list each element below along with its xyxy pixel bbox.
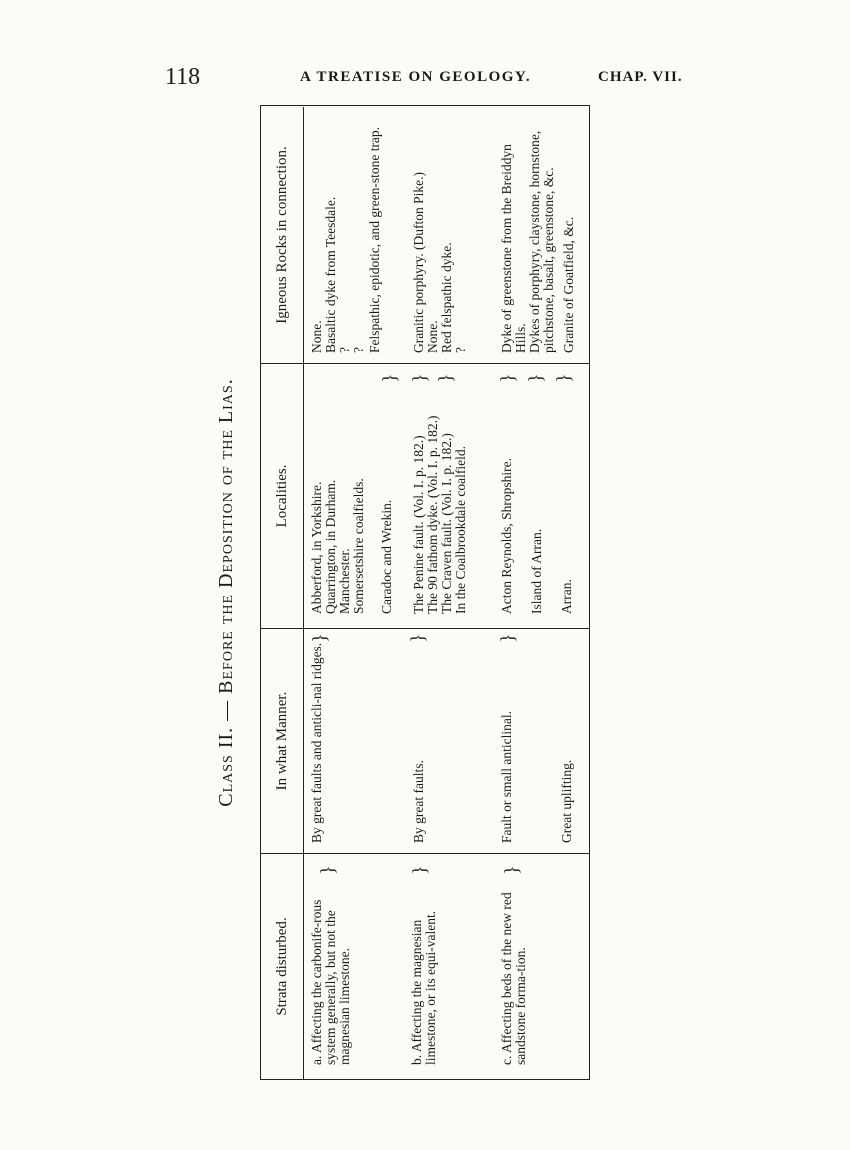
strata-cells — [304, 854, 589, 1079]
igneous-item: Basaltic dyke from Teesdale. — [323, 196, 338, 353]
brace-icon: } — [407, 633, 429, 643]
igneous-item: None. — [425, 320, 440, 353]
strata-row-b: b. Affecting the magnesian limestone, or its equi-valent. — [409, 910, 438, 1065]
igneous-item: ? — [337, 347, 352, 353]
locality-item: In the Coalbrookdale coalfield. — [453, 446, 468, 614]
brace-icon: } — [379, 373, 401, 383]
brace-icon: } — [525, 373, 547, 383]
column-manner — [261, 629, 589, 854]
brace-icon: } — [317, 865, 339, 875]
brace-icon: } — [553, 373, 575, 383]
column-header-manner: In what Manner. — [261, 629, 304, 853]
column-strata — [261, 854, 589, 1079]
brace-icon: } — [501, 865, 523, 875]
rotated-table-container — [215, 105, 590, 1080]
igneous-item: Red felspathic dyke. — [439, 242, 454, 353]
locality-item: Arran. — [559, 579, 574, 614]
igneous-cells — [304, 107, 589, 363]
manner-row-b: By great faults. — [411, 760, 426, 843]
column-header-igneous: Igneous Rocks in connection. — [261, 107, 304, 363]
manner-cells — [304, 629, 589, 853]
locality-item: Caradoc and Wrekin. — [379, 499, 394, 614]
brace-icon: } — [497, 633, 519, 643]
igneous-item: Dyke of greenstone from the Breiddyn Hills. — [499, 144, 528, 353]
manner-row-c2: Great uplifting. — [559, 759, 574, 843]
igneous-item: Granite of Goatfield, &c. — [561, 216, 576, 353]
manner-row-a: By great faults and anticli-nal ridges. — [309, 642, 324, 843]
igneous-item: Granitic porphyry. (Dufton Pike.) — [411, 172, 426, 353]
locality-item: Acton Reynolds, Shropshire. — [499, 458, 514, 614]
table-caption: Class II. — Before the Deposition of the Lias. — [215, 378, 237, 807]
rotated-table — [215, 105, 590, 1080]
locality-item: The 90 fathom dyke. (Vol. I. p. 182.) — [425, 415, 440, 614]
classification-table — [260, 105, 590, 1080]
brace-icon: } — [497, 373, 519, 383]
brace-icon: } — [309, 633, 331, 643]
column-localities — [261, 364, 589, 629]
locality-item: Manchester. — [337, 548, 352, 614]
strata-row-c: c. Affecting beds of the new red sandstone forma-tion. — [499, 892, 528, 1065]
localities-cells — [304, 364, 589, 628]
chapter-reference: CHAP. VII. — [598, 69, 683, 85]
igneous-item: Dykes of porphyry, claystone, hornstone, pitchstone, basalt, greenstone, &c. — [527, 130, 556, 353]
column-header-strata: Strata disturbed. — [261, 854, 304, 1079]
igneous-item: ? — [351, 347, 366, 353]
brace-icon: } — [409, 865, 431, 875]
locality-item: Quarrington, in Durham. — [323, 479, 338, 614]
igneous-item: None. — [309, 320, 324, 353]
igneous-item: ? — [453, 347, 468, 353]
locality-item: Abberford, in Yorkshire. — [309, 481, 324, 614]
locality-item: Somersetshire coalfields. — [351, 478, 366, 614]
strata-row-a: a. Affecting the carbonife-rous system generally, but not the magnesian limestone. — [309, 899, 352, 1065]
page-number: 118 — [165, 64, 201, 90]
igneous-item: Felspathic, epidotic, and green-stone trap. — [367, 126, 382, 353]
locality-item: Island of Arran. — [529, 528, 544, 614]
locality-item: The Penine fault. (Vol. I. p. 182.) — [411, 435, 426, 614]
running-head — [0, 64, 850, 94]
brace-icon: } — [409, 373, 431, 383]
running-title: A TREATISE ON GEOLOGY. — [300, 69, 532, 85]
locality-item: The Craven fault. (Vol. I. p. 182.) — [439, 433, 454, 614]
brace-icon: } — [435, 373, 457, 383]
column-header-localities: Localities. — [261, 364, 304, 628]
manner-row-c1: Fault or small anticlinal. — [499, 711, 514, 843]
column-igneous — [261, 107, 589, 364]
